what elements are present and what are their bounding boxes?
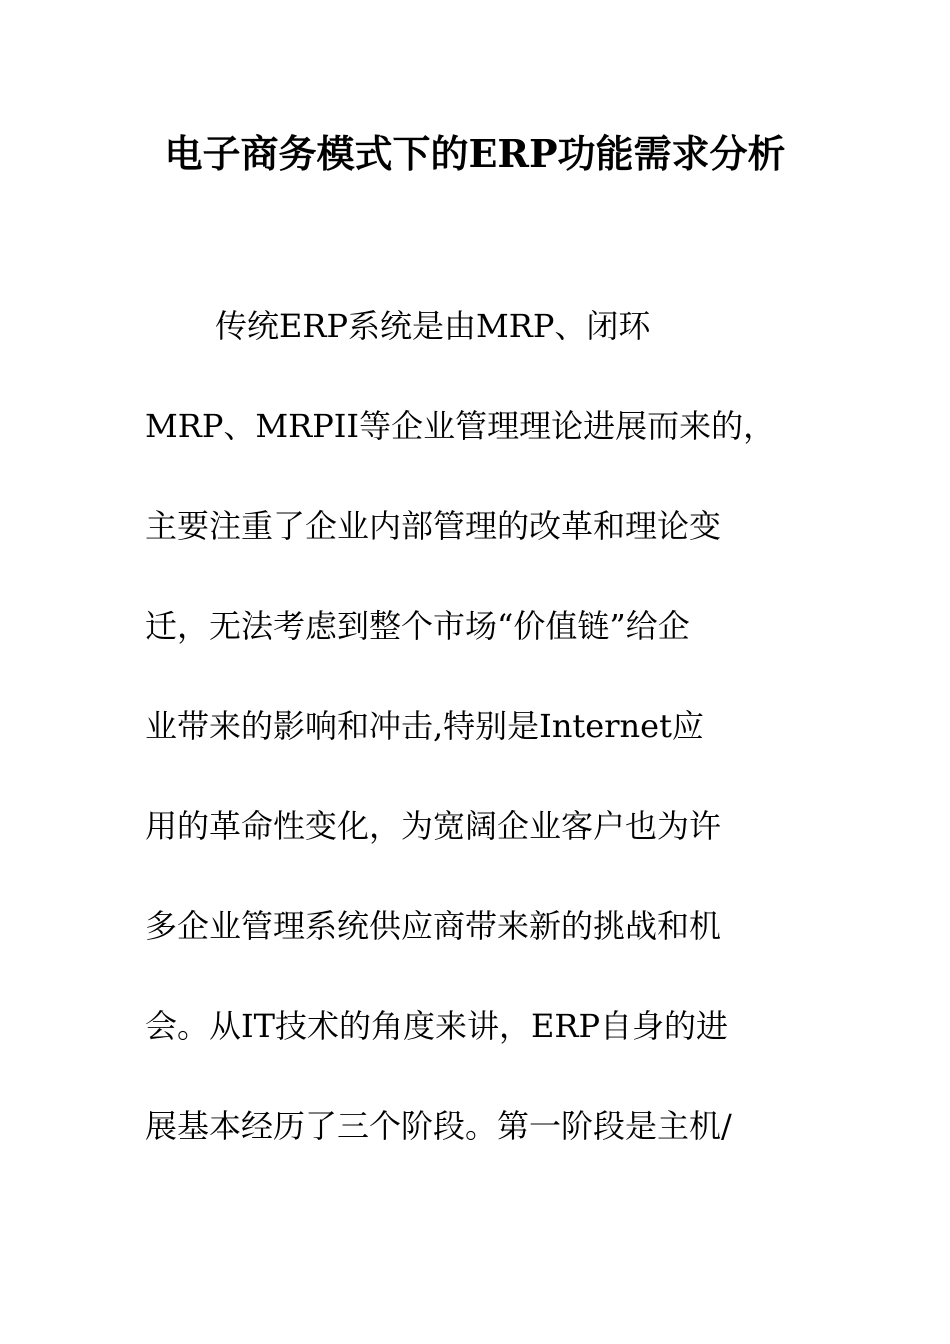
body-line-5: 业带来的影响和冲击,特别是Internet应 <box>145 707 704 745</box>
body-line-2: MRP、MRPII等企业管理理论进展而来的， <box>145 407 776 445</box>
document-title: 电子商务模式下的ERP功能需求分析 <box>164 131 786 176</box>
body-line-1: 传统ERP系统是由MRP、闭环 <box>215 307 651 345</box>
body-line-4: 迁，无法考虑到整个市场“价值链”给企 <box>145 607 690 645</box>
body-line-6: 用的革命性变化，为宽阔企业客户也为许 <box>145 807 722 845</box>
body-line-8: 会。从IT技术的角度来讲，ERP自身的进 <box>145 1007 728 1045</box>
body-line-7: 多企业管理系统供应商带来新的挑战和机 <box>145 907 722 945</box>
body-line-3: 主要注重了企业内部管理的改革和理论变 <box>145 507 722 545</box>
body-line-9: 展基本经历了三个阶段。第一阶段是主机/ <box>145 1107 732 1145</box>
